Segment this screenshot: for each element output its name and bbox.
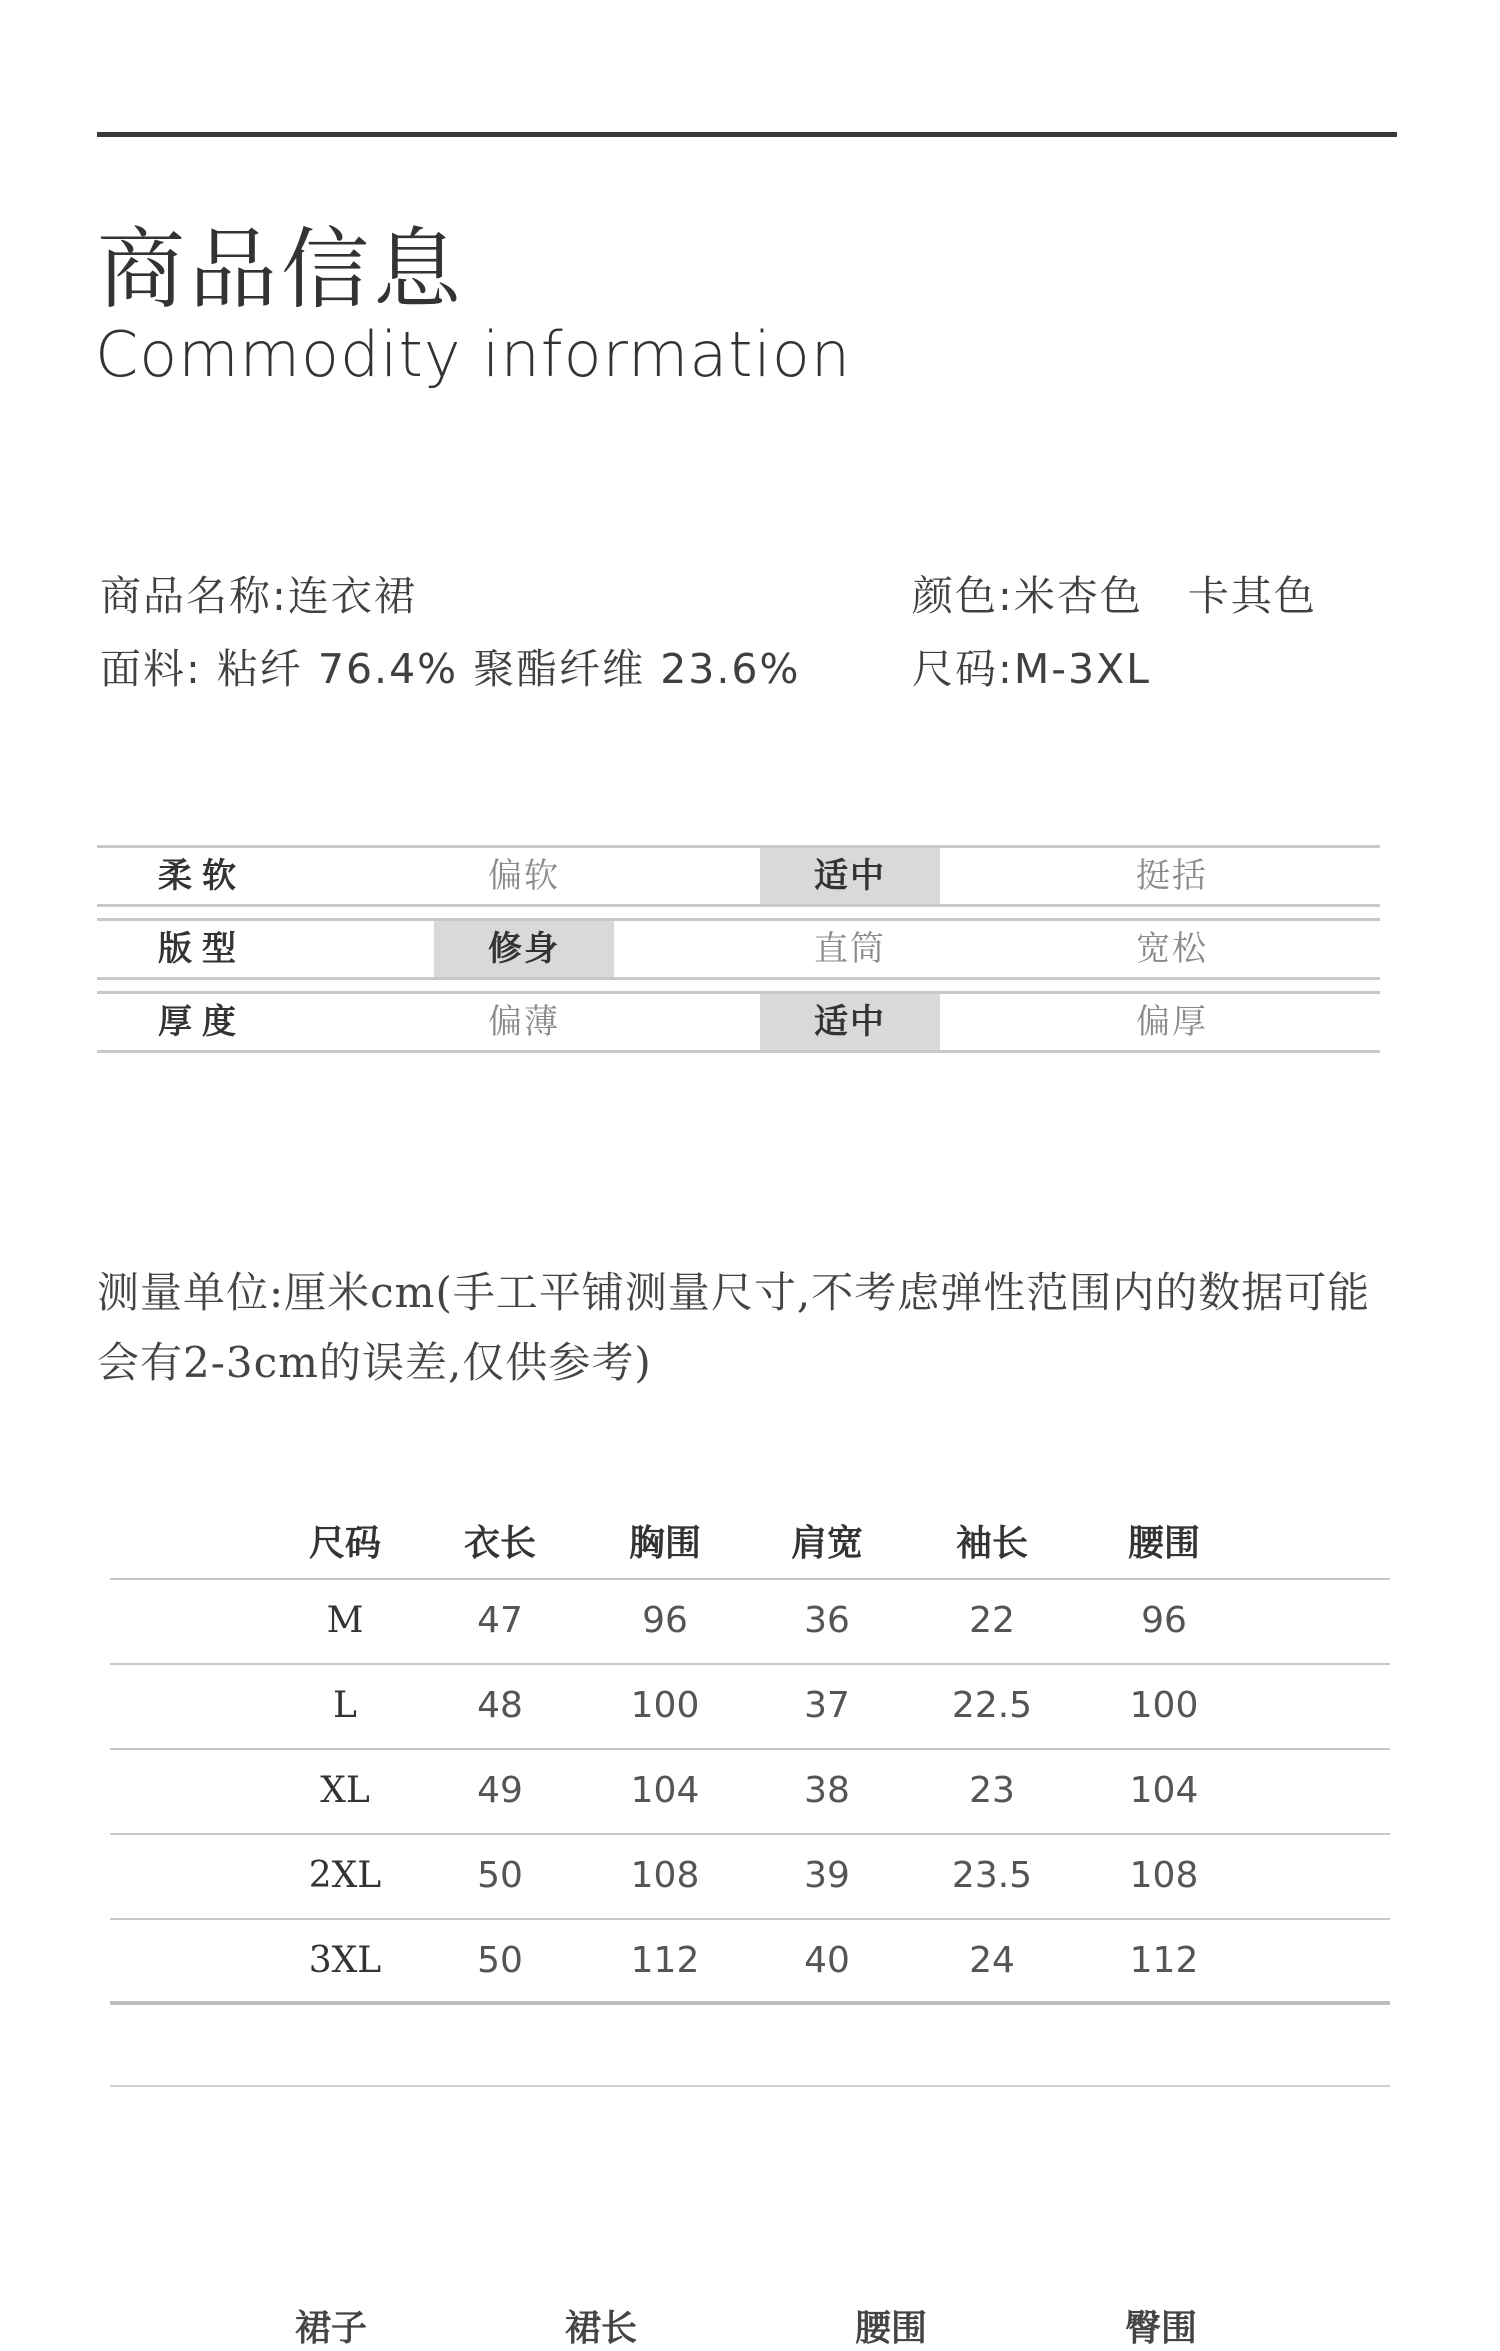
table-cell: 96 xyxy=(1141,1600,1187,1641)
table-cell: 100 xyxy=(1129,1685,1199,1726)
table-cell: 49 xyxy=(477,1770,523,1811)
table-cell: L xyxy=(333,1685,357,1726)
product-size-range: 尺码:M-3XL xyxy=(912,645,1151,693)
size-table xyxy=(110,1508,1390,2003)
top-divider xyxy=(97,132,1397,137)
table-cell: 48 xyxy=(477,1685,523,1726)
header-cell: 胸围 xyxy=(628,1522,701,1564)
feel-row-thickness xyxy=(97,991,1380,1053)
table-cell: 112 xyxy=(1129,1940,1199,1981)
table-cell: 22 xyxy=(969,1600,1015,1641)
table-row xyxy=(110,1833,1390,1918)
feel-option: 直筒 xyxy=(814,929,886,969)
table-cell: 37 xyxy=(804,1685,850,1726)
feel-label: 厚度 xyxy=(158,1002,246,1042)
next-header-cell: 臀围 xyxy=(1125,2307,1198,2349)
table-cell: XL xyxy=(320,1770,370,1811)
table-cell: 38 xyxy=(804,1770,850,1811)
table-row xyxy=(110,1748,1390,1833)
table-cell: 47 xyxy=(477,1600,523,1641)
next-header-cell: 裙子 xyxy=(295,2307,368,2349)
table-cell: 39 xyxy=(804,1855,850,1896)
page-title: 商品信息 xyxy=(97,218,466,321)
table-cell: 36 xyxy=(804,1600,850,1641)
product-material: 面料: 粘纤 76.4% 聚酯纤维 23.6% xyxy=(100,645,801,693)
row-line xyxy=(97,904,1380,907)
table-cell: 96 xyxy=(642,1600,688,1641)
table-row xyxy=(110,1918,1390,2003)
feel-option: 偏厚 xyxy=(1136,1002,1208,1042)
product-color: 颜色:米杏色 卡其色 xyxy=(912,572,1317,620)
table-cell: 100 xyxy=(630,1685,700,1726)
next-header-cell: 裙长 xyxy=(565,2307,638,2349)
header-cell: 腰围 xyxy=(1127,1522,1200,1564)
product-name: 商品名称:连衣裙 xyxy=(100,572,417,620)
table-cell: 23 xyxy=(969,1770,1015,1811)
table-cell: 50 xyxy=(477,1940,523,1981)
header-cell: 衣长 xyxy=(463,1522,536,1564)
table-cell: 24 xyxy=(969,1940,1015,1981)
table-cell: 104 xyxy=(1129,1770,1199,1811)
section-divider xyxy=(110,2085,1390,2087)
table-cell: 3XL xyxy=(308,1940,382,1981)
table-cell: 23.5 xyxy=(951,1855,1033,1896)
feel-option-selected: 适中 xyxy=(760,848,940,904)
table-cell: 22.5 xyxy=(951,1685,1033,1726)
header-cell: 尺码 xyxy=(308,1522,381,1564)
feel-row-softness xyxy=(97,845,1380,907)
table-cell: 2XL xyxy=(308,1855,382,1896)
feel-option: 偏软 xyxy=(488,856,560,896)
size-table-header xyxy=(110,1508,1390,1578)
next-header-cell: 腰围 xyxy=(855,2307,928,2349)
row-line xyxy=(97,1050,1380,1053)
feel-option-selected: 适中 xyxy=(760,994,940,1050)
feel-row-fit xyxy=(97,918,1380,980)
measurement-note: 测量单位:厘米cm(手工平铺测量尺寸,不考虑弹性范围内的数据可能会有2-3cm的误差,仅供参考) xyxy=(97,1268,1371,1387)
header-cell: 肩宽 xyxy=(790,1522,863,1564)
table-cell: 104 xyxy=(630,1770,700,1811)
feel-option: 挺括 xyxy=(1136,856,1208,896)
feel-label: 柔软 xyxy=(158,856,246,896)
table-cell: 108 xyxy=(1129,1855,1199,1896)
feel-label: 版型 xyxy=(158,929,246,969)
feel-option: 偏薄 xyxy=(488,1002,560,1042)
table-bottom-line xyxy=(110,2001,1390,2005)
table-cell: 108 xyxy=(630,1855,700,1896)
row-line xyxy=(97,977,1380,980)
feel-option: 宽松 xyxy=(1136,929,1208,969)
table-row xyxy=(110,1578,1390,1663)
table-cell: 40 xyxy=(804,1940,850,1981)
table-cell: M xyxy=(326,1600,364,1641)
feel-option-selected: 修身 xyxy=(434,921,614,977)
page-subtitle: Commodity information xyxy=(95,318,852,391)
table-cell: 50 xyxy=(477,1855,523,1896)
header-cell: 袖长 xyxy=(955,1522,1028,1564)
table-cell: 112 xyxy=(630,1940,700,1981)
table-row xyxy=(110,1663,1390,1748)
